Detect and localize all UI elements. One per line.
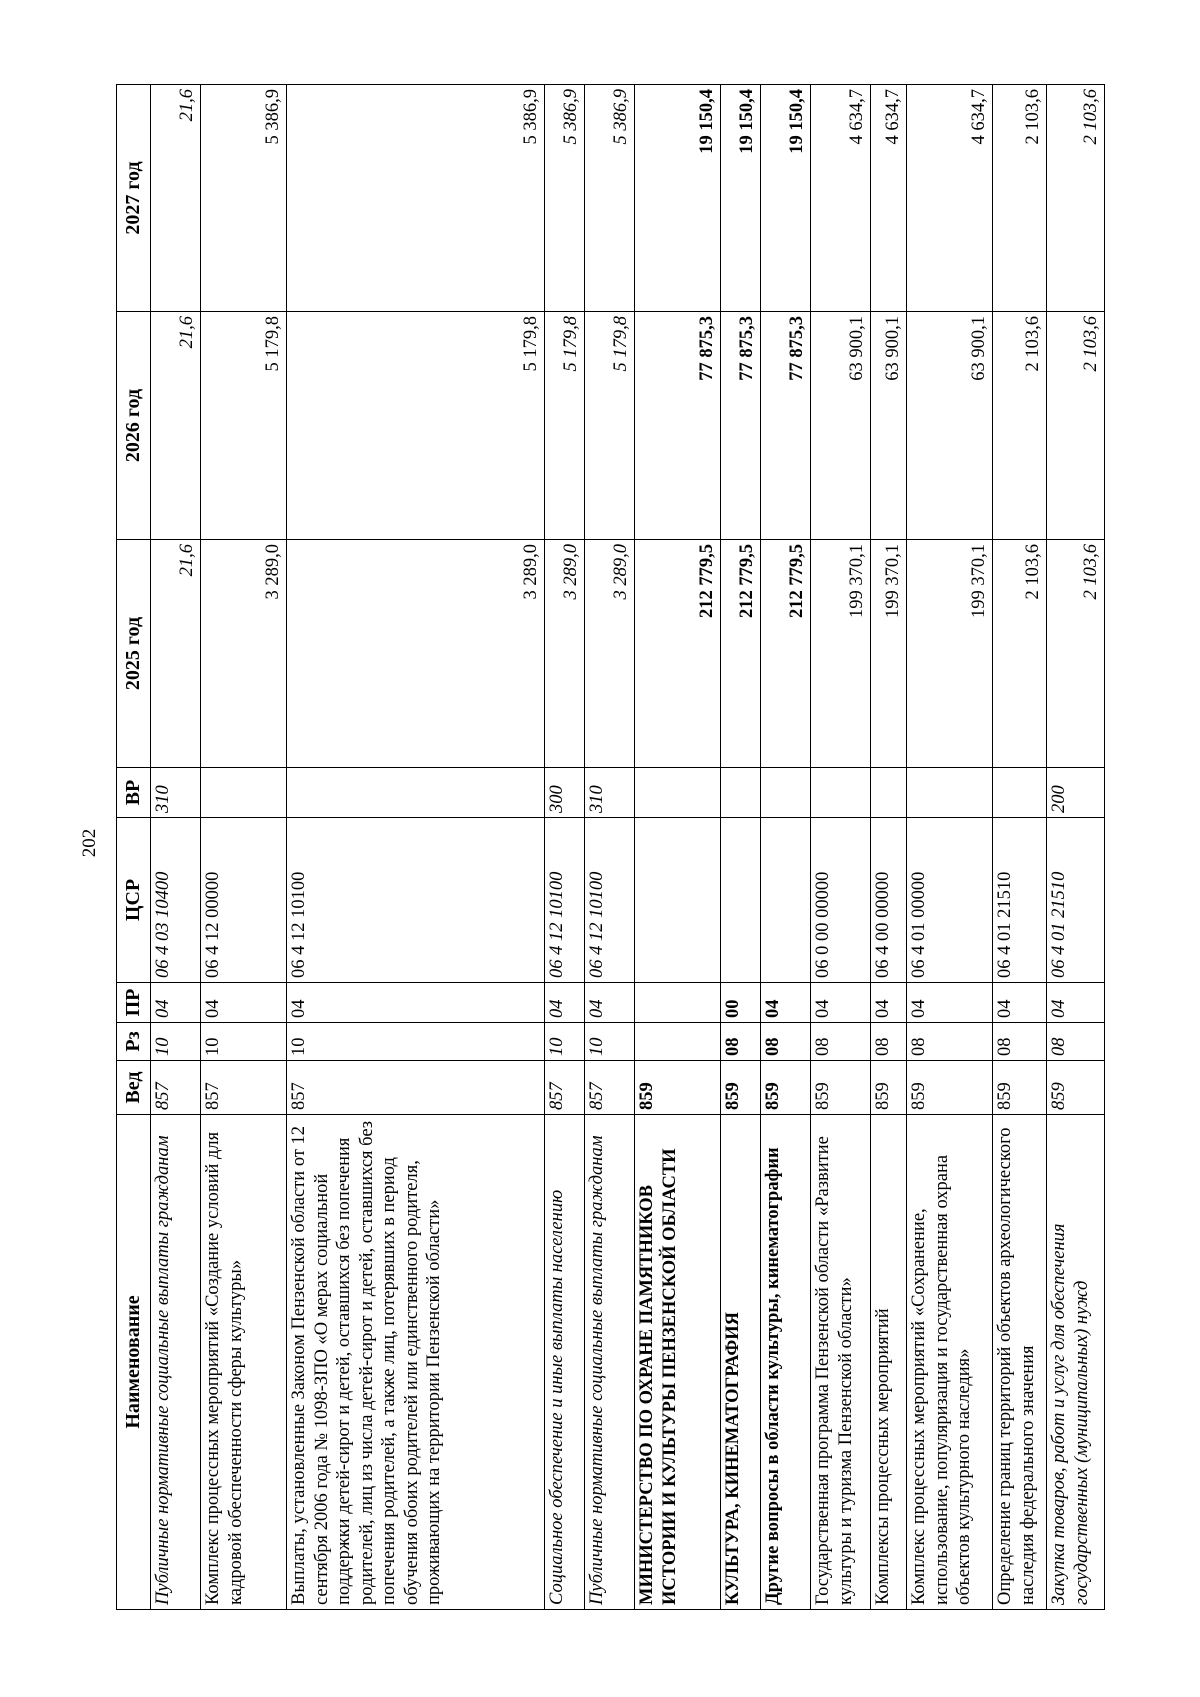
cell-vr (287, 768, 545, 818)
cell-ved: 859 (993, 1061, 1047, 1115)
cell-y2027: 4 634,7 (907, 85, 993, 312)
cell-y2027: 4 634,7 (871, 85, 907, 312)
cell-pr: 04 (545, 983, 585, 1023)
cell-vr (907, 768, 993, 818)
cell-y2026: 5 179,8 (201, 312, 287, 540)
cell-y2027: 5 386,9 (287, 85, 545, 312)
table-row (761, 85, 811, 1610)
header-vr: ВР (117, 768, 151, 818)
cell-pr: 04 (993, 983, 1047, 1023)
cell-rz: 08 (907, 1023, 993, 1061)
cell-y2027: 5 386,9 (545, 85, 585, 312)
header-name: Наименование (117, 1115, 151, 1610)
cell-csr: 06 4 03 10400 (151, 818, 201, 983)
cell-y2026: 21,6 (151, 312, 201, 540)
rotated-table-wrapper (116, 85, 1102, 1610)
cell-csr: 06 0 00 00000 (811, 818, 871, 983)
table-row (871, 85, 907, 1610)
cell-vr (721, 768, 761, 818)
cell-rz: 08 (871, 1023, 907, 1061)
cell-y2026: 5 179,8 (287, 312, 545, 540)
cell-y2027: 4 634,7 (811, 85, 871, 312)
cell-name: МИНИСТЕРСТВО ПО ОХРАНЕ ПАМЯТНИКОВ ИСТОРИИ И КУЛЬТУРЫ ПЕНЗЕНСКОЙ ОБЛАСТИ (635, 1115, 721, 1610)
cell-y2026: 2 103,6 (993, 312, 1047, 540)
cell-rz: 08 (993, 1023, 1047, 1061)
cell-name: Комплекс процессных мероприятий «Сохранение, использование, популяризация и государственная охрана объектов культурного наследия» (907, 1115, 993, 1610)
cell-name: Комплексы процессных мероприятий (871, 1115, 907, 1610)
cell-rz: 08 (761, 1023, 811, 1061)
cell-ved: 859 (907, 1061, 993, 1115)
cell-y2027: 19 150,4 (635, 85, 721, 312)
cell-rz: 10 (585, 1023, 635, 1061)
cell-pr: 04 (1047, 983, 1105, 1023)
cell-name: Публичные нормативные социальные выплаты гражданам (585, 1115, 635, 1610)
cell-rz (635, 1023, 721, 1061)
header-2026: 2026 год (117, 312, 151, 540)
table-row (287, 85, 545, 1610)
table-row (635, 85, 721, 1610)
cell-vr: 300 (545, 768, 585, 818)
cell-name: Публичные нормативные социальные выплаты гражданам (151, 1115, 201, 1610)
cell-y2027: 19 150,4 (721, 85, 761, 312)
cell-name: Определение границ территорий объектов археологического наследия федерального значения (993, 1115, 1047, 1610)
cell-rz: 08 (1047, 1023, 1105, 1061)
cell-ved: 859 (1047, 1061, 1105, 1115)
cell-y2026: 77 875,3 (721, 312, 761, 540)
cell-y2025: 212 779,5 (721, 540, 761, 768)
cell-name: Государственная программа Пензенской области «Развитие культуры и туризма Пензенской области» (811, 1115, 871, 1610)
cell-pr: 04 (201, 983, 287, 1023)
cell-vr: 200 (1047, 768, 1105, 818)
cell-csr (721, 818, 761, 983)
cell-pr: 04 (761, 983, 811, 1023)
cell-y2025: 3 289,0 (585, 540, 635, 768)
header-ved: Вед (117, 1061, 151, 1115)
cell-y2025: 199 370,1 (907, 540, 993, 768)
table-row (201, 85, 287, 1610)
cell-pr: 04 (585, 983, 635, 1023)
cell-y2025: 2 103,6 (1047, 540, 1105, 768)
cell-vr (761, 768, 811, 818)
cell-pr (635, 983, 721, 1023)
cell-csr: 06 4 12 10100 (287, 818, 545, 983)
cell-csr (635, 818, 721, 983)
cell-pr: 04 (871, 983, 907, 1023)
cell-y2025: 199 370,1 (871, 540, 907, 768)
cell-name: Другие вопросы в области культуры, кинематографии (761, 1115, 811, 1610)
cell-vr (871, 768, 907, 818)
budget-table (116, 84, 1105, 1610)
cell-csr: 06 4 12 10100 (545, 818, 585, 983)
cell-vr (635, 768, 721, 818)
table-row (1047, 85, 1105, 1610)
cell-name: КУЛЬТУРА, КИНЕМАТОГРАФИЯ (721, 1115, 761, 1610)
cell-name: Выплаты, установленные Законом Пензенской области от 12 сентября 2006 года № 1098-ЗПО «О мерах социальной поддержки детей-сирот и детей, оставшихся без попечения родителей, лиц из числа детей-сирот и детей, оставшихся без попечения родителей, а также лиц, потерявших в период обучения обоих родителей или единственного родителя, проживающих на территории Пензенской области» (287, 1115, 545, 1610)
cell-y2026: 2 103,6 (1047, 312, 1105, 540)
cell-ved: 857 (201, 1061, 287, 1115)
table-row (811, 85, 871, 1610)
cell-y2026: 63 900,1 (811, 312, 871, 540)
cell-ved: 857 (151, 1061, 201, 1115)
header-2025: 2025 год (117, 540, 151, 768)
cell-y2025: 2 103,6 (993, 540, 1047, 768)
cell-y2026: 63 900,1 (907, 312, 993, 540)
header-rz: Рз (117, 1023, 151, 1061)
cell-csr: 06 4 01 00000 (907, 818, 993, 983)
cell-ved: 857 (545, 1061, 585, 1115)
cell-y2026: 5 179,8 (585, 312, 635, 540)
cell-csr: 06 4 01 21510 (993, 818, 1047, 983)
table-row (993, 85, 1047, 1610)
cell-y2025: 3 289,0 (545, 540, 585, 768)
cell-pr: 04 (151, 983, 201, 1023)
cell-y2025: 212 779,5 (761, 540, 811, 768)
cell-y2026: 77 875,3 (761, 312, 811, 540)
cell-y2027: 5 386,9 (585, 85, 635, 312)
cell-name: Социальное обеспечение и иные выплаты населению (545, 1115, 585, 1610)
header-pr: ПР (117, 983, 151, 1023)
table-row (585, 85, 635, 1610)
cell-y2025: 212 779,5 (635, 540, 721, 768)
table-header-row (117, 85, 151, 1610)
cell-rz: 08 (811, 1023, 871, 1061)
cell-y2027: 2 103,6 (993, 85, 1047, 312)
cell-rz: 10 (201, 1023, 287, 1061)
cell-csr: 06 4 00 00000 (871, 818, 907, 983)
table-body (151, 85, 1105, 1610)
cell-rz: 08 (721, 1023, 761, 1061)
cell-ved: 859 (721, 1061, 761, 1115)
cell-y2027: 5 386,9 (201, 85, 287, 312)
cell-ved: 857 (585, 1061, 635, 1115)
cell-name: Комплекс процессных мероприятий «Создание условий для кадровой обеспеченности сферы культуры» (201, 1115, 287, 1610)
cell-csr: 06 4 12 00000 (201, 818, 287, 983)
cell-rz: 10 (545, 1023, 585, 1061)
cell-rz: 10 (151, 1023, 201, 1061)
cell-y2027: 2 103,6 (1047, 85, 1105, 312)
cell-pr: 04 (811, 983, 871, 1023)
cell-y2025: 199 370,1 (811, 540, 871, 768)
header-2027: 2027 год (117, 85, 151, 312)
cell-ved: 859 (871, 1061, 907, 1115)
header-csr: ЦСР (117, 818, 151, 983)
cell-y2025: 3 289,0 (287, 540, 545, 768)
cell-rz: 10 (287, 1023, 545, 1061)
cell-pr: 00 (721, 983, 761, 1023)
cell-ved: 859 (761, 1061, 811, 1115)
cell-y2026: 63 900,1 (871, 312, 907, 540)
cell-y2026: 5 179,8 (545, 312, 585, 540)
table-row (907, 85, 993, 1610)
cell-pr: 04 (287, 983, 545, 1023)
cell-vr (993, 768, 1047, 818)
cell-ved: 859 (635, 1061, 721, 1115)
table-row (721, 85, 761, 1610)
cell-csr (761, 818, 811, 983)
cell-ved: 859 (811, 1061, 871, 1115)
cell-ved: 857 (287, 1061, 545, 1115)
cell-pr: 04 (907, 983, 993, 1023)
cell-vr: 310 (151, 768, 201, 818)
cell-vr: 310 (585, 768, 635, 818)
page-number: 202 (79, 828, 100, 858)
cell-csr: 06 4 12 10100 (585, 818, 635, 983)
cell-y2026: 77 875,3 (635, 312, 721, 540)
cell-vr (811, 768, 871, 818)
cell-y2027: 21,6 (151, 85, 201, 312)
cell-vr (201, 768, 287, 818)
cell-csr: 06 4 01 21510 (1047, 818, 1105, 983)
cell-name: Закупка товаров, работ и услуг для обеспечения государственных (муниципальных) нужд (1047, 1115, 1105, 1610)
cell-y2027: 19 150,4 (761, 85, 811, 312)
table-row (545, 85, 585, 1610)
cell-y2025: 21,6 (151, 540, 201, 768)
cell-y2025: 3 289,0 (201, 540, 287, 768)
table-row (151, 85, 201, 1610)
